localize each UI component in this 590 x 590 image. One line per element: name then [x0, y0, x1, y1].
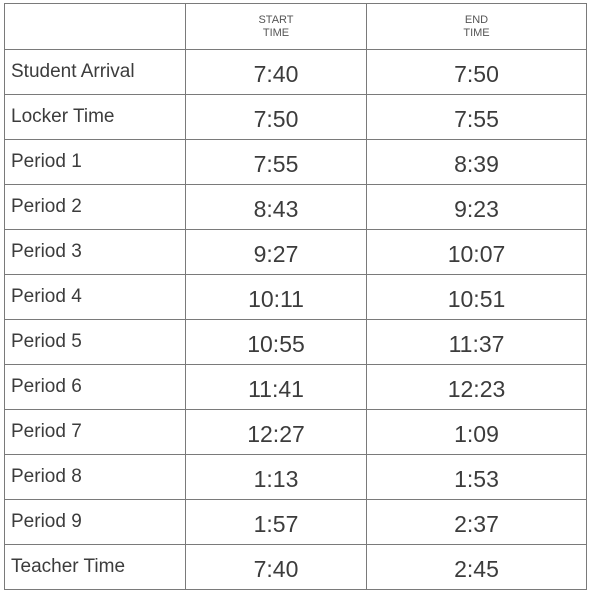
- table-row: [5, 185, 587, 230]
- start-time-cell: 1:13: [186, 455, 367, 500]
- start-time-cell: 1:57: [186, 500, 367, 545]
- end-time-cell: 7:50: [367, 50, 587, 95]
- end-time-cell: 12:23: [367, 365, 587, 410]
- header-empty-cell: [5, 4, 186, 50]
- start-time-cell: 10:11: [186, 275, 367, 320]
- end-time-cell: 8:39: [367, 140, 587, 185]
- bell-schedule-table: [4, 3, 587, 590]
- table-row: [5, 365, 587, 410]
- period-label: Period 7: [5, 410, 186, 455]
- period-label: Period 5: [5, 320, 186, 365]
- start-time-cell: 9:27: [186, 230, 367, 275]
- end-time-cell: 9:23: [367, 185, 587, 230]
- table-row: [5, 545, 587, 590]
- start-time-cell: 10:55: [186, 320, 367, 365]
- period-label: Locker Time: [5, 95, 186, 140]
- period-label: Period 2: [5, 185, 186, 230]
- table-row: [5, 275, 587, 320]
- table-row: [5, 140, 587, 185]
- period-label: Teacher Time: [5, 545, 186, 590]
- period-label: Period 6: [5, 365, 186, 410]
- end-time-cell: 2:37: [367, 500, 587, 545]
- period-label: Period 1: [5, 140, 186, 185]
- header-row: [5, 4, 587, 50]
- start-time-label: START TIME: [258, 13, 294, 39]
- table-row: [5, 455, 587, 500]
- table-row: [5, 50, 587, 95]
- table-row: [5, 410, 587, 455]
- period-label: Student Arrival: [5, 50, 186, 95]
- period-label: Period 9: [5, 500, 186, 545]
- start-time-cell: 7:40: [186, 545, 367, 590]
- table-row: [5, 230, 587, 275]
- period-label: Period 8: [5, 455, 186, 500]
- end-time-cell: 1:53: [367, 455, 587, 500]
- start-time-cell: 11:41: [186, 365, 367, 410]
- period-label: Period 4: [5, 275, 186, 320]
- table-body: [5, 50, 587, 590]
- header-end-time: [367, 4, 587, 50]
- end-time-cell: 10:51: [367, 275, 587, 320]
- period-label: Period 3: [5, 230, 186, 275]
- table-row: [5, 320, 587, 365]
- table-row: [5, 500, 587, 545]
- start-time-cell: 7:50: [186, 95, 367, 140]
- table-header: [5, 4, 587, 50]
- end-time-cell: 11:37: [367, 320, 587, 365]
- header-start-time: [186, 4, 367, 50]
- end-time-cell: 1:09: [367, 410, 587, 455]
- end-time-cell: 10:07: [367, 230, 587, 275]
- start-time-cell: 7:55: [186, 140, 367, 185]
- start-time-cell: 7:40: [186, 50, 367, 95]
- end-time-cell: 2:45: [367, 545, 587, 590]
- end-time-label: END TIME: [463, 13, 490, 39]
- table-row: [5, 95, 587, 140]
- start-time-cell: 12:27: [186, 410, 367, 455]
- start-time-cell: 8:43: [186, 185, 367, 230]
- end-time-cell: 7:55: [367, 95, 587, 140]
